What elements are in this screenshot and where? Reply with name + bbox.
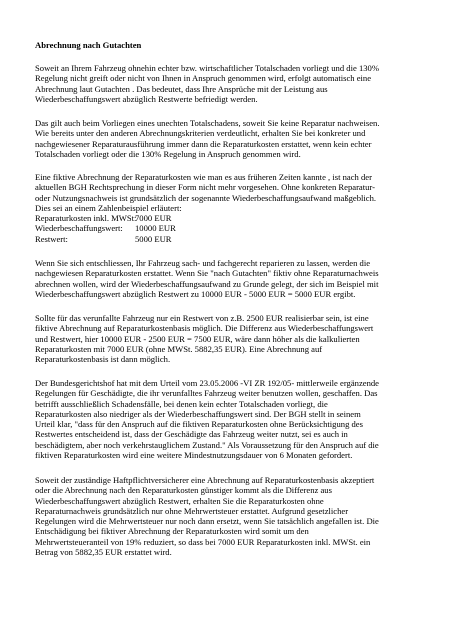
table-value: 5000 EUR	[135, 233, 172, 244]
text-line: Wie bereits unter den anderen Abrechnungskriterien verdeutlicht, erhalten Sie bei konkreter und	[35, 128, 366, 139]
text-line: fiktive Abrechnung auf Reparaturkostenbasis möglich. Die Differenz aus Wiederbeschaffungswert	[35, 323, 374, 334]
text-line: Reparaturnachweis grundsätzlich nur ohne Mehrwertsteuer erstattet. Aufgrund gesetzlicher	[35, 505, 349, 516]
paragraph-6	[35, 378, 425, 460]
text-line: beschädigtem, aber noch verkehrstauglichem Zustand." Als Voraussetzung für den Anspruch auf die	[35, 439, 379, 450]
text-line: Urteil klar, "dass für den Anspruch auf die fiktiven Reparaturkosten ohne Berücksichtigung des	[35, 419, 363, 430]
text-line: Restwertes entscheidend ist, dass der Geschädigte das Fahrzeug weiter nutzt, sei es auch in	[35, 429, 348, 440]
text-line: Der Bundesgerichtshof hat mit dem Urteil vom 23.05.2006 -VI ZR 192/05- mittlerweile ergänzende	[35, 378, 379, 388]
text-line: Regelung nicht greift oder nicht von Ihnen in Anspruch genommen wird, erfolgt automatisch eine	[35, 73, 372, 84]
paragraph-2	[35, 118, 425, 159]
table-label: Reparaturkosten inkl. MWSt:	[35, 213, 137, 223]
text-line: oder Nutzungsnachweis ist grundsätzlich der sogenannte Wiederbeschaffungsaufwand maßgeblich.	[35, 192, 377, 203]
text-line: betrifft ausschließlich Schadensfälle, bei denen kein echter Totalschaden vorliegt, die	[35, 398, 328, 409]
paragraph-3	[35, 172, 425, 213]
paragraph-1	[35, 63, 425, 104]
text-line: Entschädigung bei fiktiver Abrechnung der Reparaturkosten wird somit um den	[35, 526, 309, 537]
table-label: Wiederbeschaffungswert:	[35, 223, 123, 234]
text-line: Das gilt auch beim Vorliegen eines unechten Totalschadens, soweit Sie keine Reparatur nachweisen.	[35, 118, 380, 128]
text-line: Betrag von 5882,35 EUR erstattet wird.	[35, 547, 172, 558]
text-line: Wenn Sie sich entschliessen, Ihr Fahrzeug sach- und fachgerecht reparieren zu lassen, werden die	[35, 258, 371, 268]
text-line: Wiederbeschaffungswert abzüglich Restwerte befriedigt werden.	[35, 93, 258, 104]
text-line: Abrechnung laut Gutachten . Das bedeutet, dass Ihre Ansprüche mit der Leistung aus	[35, 83, 328, 94]
table-value: 10000 EUR	[135, 223, 176, 234]
text-line: Reparaturkostenbasis ist dann möglich.	[35, 354, 171, 365]
text-line: Mehrwertsteueranteil von 19% reduziert, so dass bei 7000 EUR Reparaturkosten inkl. MWSt. ein	[35, 536, 371, 547]
text-line: Regelungen für Geschädigte, die ihr verunfalltes Fahrzeug weiter benutzen wollen, geschaffen. Das	[35, 388, 378, 399]
text-line: Regelungen wird die Mehrwertsteuer nur noch dann ersetzt, wenn Sie tatsächlich angefallen ist. Die	[35, 516, 379, 527]
paragraph-5	[35, 313, 425, 364]
text-line: aktuellen BGH Rechtsprechung in dieser Form nicht mehr vorgesehen. Ohne konkreten Reparatur-	[35, 182, 375, 193]
text-line: Totalschaden vorliegt oder die 130% Regelung in Anspruch genommen wird.	[35, 148, 301, 159]
text-line: und Restwert, hier 10000 EUR - 2500 EUR = 7500 EUR, wäre dann höher als die kalkulierten	[35, 333, 360, 344]
document-title: Abrechnung nach Gutachten	[35, 40, 142, 50]
example-table	[35, 213, 425, 244]
table-value: 7000 EUR	[135, 213, 172, 223]
text-line: fiktiven Reparaturkosten wird eine weitere Mindestnutzungsdauer von 6 Monaten gefordert.	[35, 450, 353, 461]
text-line: nachgewiesen Reparaturkosten erstattet. Wenn Sie "nach Gutachten" fiktiv ohne Reparaturnachweis	[35, 268, 379, 279]
text-line: Reparaturkosten mit 7000 EUR (ohne MWSt. 5882,35 EUR). Eine Abrechnung auf	[35, 343, 323, 354]
paragraph-7	[35, 475, 425, 557]
text-line: Dies sei an einem Zahlenbeispiel erläutert:	[35, 202, 182, 213]
text-line: Wiederbeschaffungswert abzüglich Restwert zu 10000 EUR - 5000 EUR = 5000 EUR ergibt.	[35, 288, 356, 299]
text-line: Eine fiktive Abrechnung der Reparaturkosten wie man es aus früheren Zeiten kannte , ist nach der	[35, 172, 372, 182]
paragraph-4	[35, 258, 425, 299]
text-line: Soweit an Ihrem Fahrzeug ohnehin echter bzw. wirtschaftlicher Totalschaden vorliegt und die 130%	[35, 63, 379, 73]
text-line: oder die Abrechnung nach den Reparaturkosten günstiger kommt als die Differenz aus	[35, 485, 332, 496]
table-label: Restwert:	[35, 233, 68, 244]
text-line: Wiederbeschaffungswert abzüglich Restwert, erhalten Sie die Reparaturkosten ohne	[35, 495, 324, 506]
text-line: Soweit der zuständige Haftpflichtversicherer eine Abrechnung auf Reparaturkostenbasis akzeptiert	[35, 475, 375, 485]
text-line: Reparaturkosten also niedriger als der Wiederbeschaffungswert sind. Der BGH stellt in seinem	[35, 408, 361, 419]
text-line: nachgewiesener Reparaturausführung immer dann die Reparaturkosten erstattet, wenn kein echter	[35, 138, 372, 149]
text-line: abrechnen wollen, wird der Wiederbeschaffungsaufwand zu Grunde gelegt, der sich im Beispiel mit	[35, 278, 379, 289]
text-line: Sollte für das verunfallte Fahrzeug nur ein Restwert von z.B. 2500 EUR realisierbar sein, ist eine	[35, 313, 369, 323]
